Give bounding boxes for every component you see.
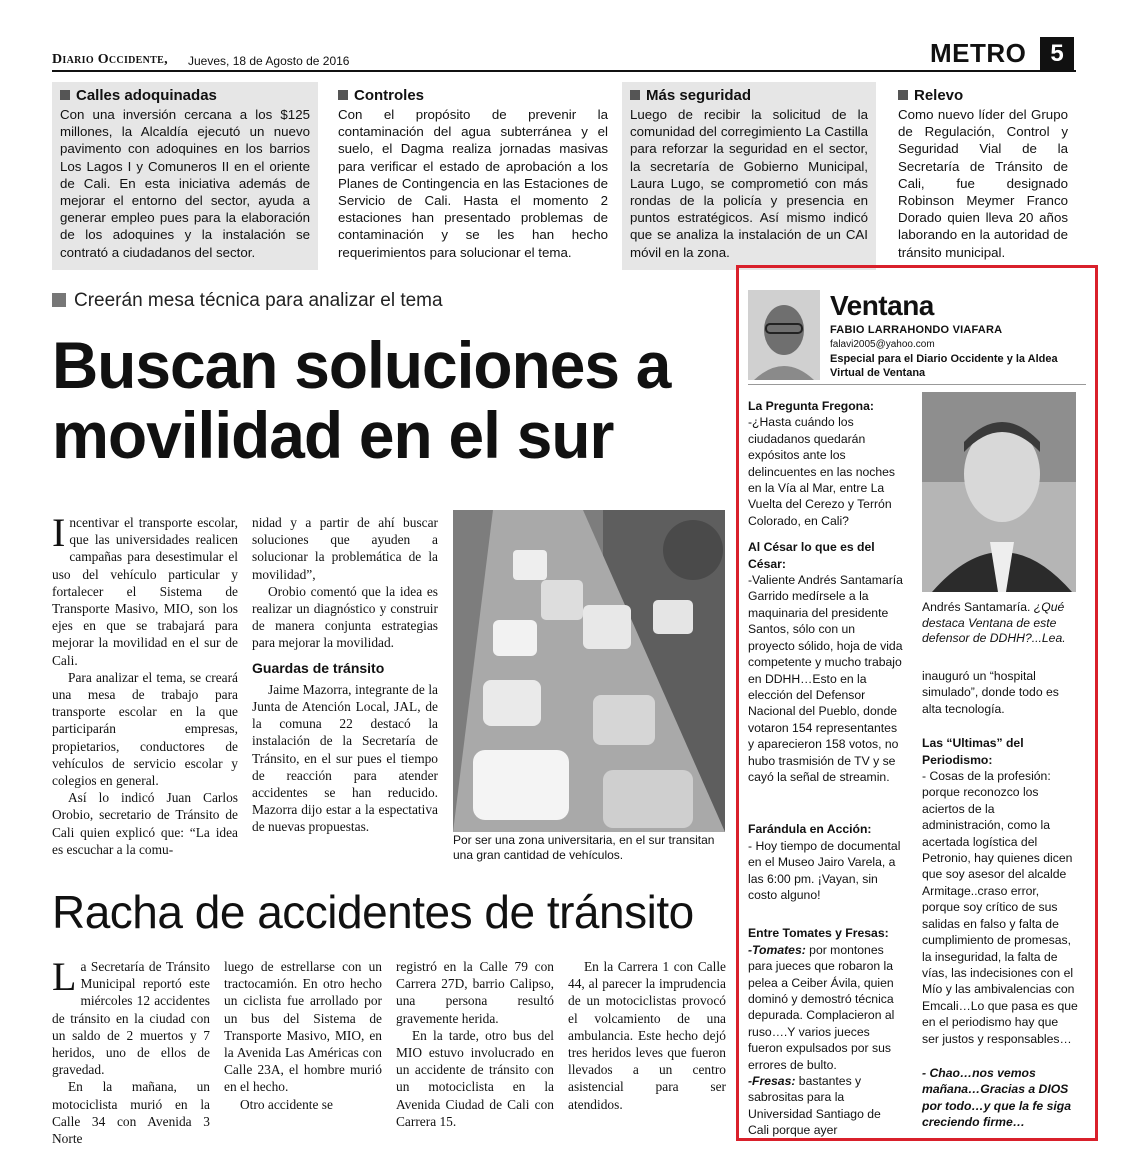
paragraph: Así lo indicó Juan Carlos Orobio, secretario de Tránsito de Cali quien explicó que: “La idea es escuchar a la comu-: [52, 790, 238, 857]
article1-column-2: [252, 514, 438, 836]
ventana-column-2: [922, 668, 1078, 1131]
drop-cap: I: [52, 510, 66, 555]
brief-title-text: Calles adoquinadas: [76, 87, 217, 104]
paragraph: En la Carrera 1 con Calle 44, al parecer la imprudencia de un motociclistas provocó el volcamiento de una ambulancia. Este hecho dejó tres heridos leves que fueron llevados a un centro asistencial para ser atendidos.: [568, 959, 726, 1112]
columnist-name: FABIO LARRAHONDO VIAFARA: [830, 324, 1003, 336]
article-subhead: Guardas de tránsito: [252, 659, 385, 676]
brief-controles: [330, 82, 616, 270]
section-heading: Al César lo que es del César:: [748, 540, 875, 571]
section-text: - Cosas de la profesión: porque reconozco los aciertos de la administración, como la acertada logística del Petronio, hay quienes dicen que soy asesor del alcalde Armitage..craso error, porque soy crítico de sus salidas en falso y falta de cumplimiento de promesas, la inseguridad, la falta de vías, las indecisiones con el Mío y las ambivalencias con Emcali…Lo que pasa es que en el periodismo hay que ser justos y responsables…: [922, 769, 1078, 1046]
columnist-email: falavi2005@yahoo.com: [830, 339, 935, 350]
section-title: METRO: [930, 38, 1027, 68]
columnist-photo: [748, 290, 820, 380]
brief-relevo: [890, 82, 1076, 270]
drop-cap: L: [52, 954, 77, 999]
column-title: Ventana: [830, 290, 934, 321]
santamaria-photo: [922, 392, 1076, 592]
issue-date: Jueves, 18 de Agosto de 2016: [188, 54, 350, 68]
caption-text: ¿Qué destaca Ventana de este defensor de DDHH?...Lea.: [922, 600, 1066, 645]
paragraph: [52, 510, 238, 669]
fresas-text: bastantes y sabrositas para la Universidad Santiago de Cali porque ayer: [748, 1074, 881, 1138]
ventana-column-1: [748, 388, 904, 1139]
paragraph: luego de estrellarse con un tractocamión. En otro hecho un ciclista fue arrollado por un bus del Sistema de Transporte Masivo, MIO, en la Avenida Las Américas con Calle 23A, el hombre murió en el hecho.: [224, 959, 382, 1095]
section-heading: Las “Ultimas” del Periodismo:: [922, 736, 1024, 767]
page-number: 5: [1040, 37, 1074, 71]
paragraph-text: a Secretaría de Tránsito Municipal reportó este miércoles 12 accidentes de tránsito en la ciudad con un saldo de 2 muertos y 7 heridos, uno de ellos de gravedad.: [52, 959, 210, 1078]
square-bullet-icon: [338, 90, 348, 100]
article-kicker: [52, 290, 443, 312]
photo-caption: [922, 600, 1080, 647]
fresas-label: -Fresas:: [748, 1074, 796, 1089]
paragraph: Orobio comentó que la idea es realizar un diagnóstico y construir de manera conjunta estrategias para mejorar la movilidad.: [252, 583, 438, 651]
square-bullet-icon: [52, 293, 66, 307]
brief-title: [60, 87, 310, 104]
article2-column-4: [568, 958, 726, 1113]
section-text: [748, 942, 904, 1073]
paragraph: En la tarde, otro bus del MIO estuvo involucrado en un accidente de tránsito con un motociclista en la Avenida Ciudad de Cali con Carrera 15.: [396, 1027, 554, 1129]
brief-title-text: Controles: [354, 87, 425, 104]
article-headline: Racha de accidentes de tránsito: [52, 886, 694, 938]
santamaria-portrait-image: [922, 392, 1076, 592]
columnist-portrait-image: [748, 290, 820, 380]
section-heading: Farándula en Acción:: [748, 822, 872, 837]
section-text: -¿Hasta cuándo los ciudadanos quedarán expósitos ante los delincuentes en las noches en la Vía al Mar, entre La Vuelta del Cerezo y Terrón Colorado, en Cali?: [748, 415, 896, 528]
section-text: inauguró un “hospital simulado”, donde todo es alta tecnología.: [922, 669, 1059, 716]
brief-text: Luego de recibir la solicitud de la comunidad del corregimiento La Castilla para reforzar la seguridad en el sector, la secretaría de Gobierno Municipal, Laura Lugo, se comprometió con más rondas de la policía y presencia en puntos estratégicos. Así mismo indicó que se analiza la instalación de un CAI móvil en la zona.: [630, 107, 868, 260]
paragraph: nidad y a partir de ahí buscar soluciones que ayuden a solucionar la problemática de la movilidad”,: [252, 515, 438, 582]
paragraph: Otro accidente se: [240, 1096, 333, 1112]
brief-text: Con el propósito de prevenir la contaminación del agua subterránea y el suelo, el Dagma realiza jornadas masivas para verificar el estado de aprobación a los Planes de Contingencia en las Estaciones de Servicio de Cali. Hasta el momento 2 estaciones han presentado problemas de contaminación y se les han hecho requerimientos para solucionar el tema.: [338, 107, 608, 260]
section-heading: La Pregunta Fregona:: [748, 399, 874, 413]
paragraph: Jaime Mazorra, integrante de la Junta de Atención Local, JAL, de la comuna 22 destacó la instalación de la Secretaría de Tránsito, en el sur pues el tiempo de reacción para atender accidentes se han reducido. Mazorra dijo estar a la espectativa de nuevas propuestas.: [252, 681, 438, 835]
caption-name: Andrés Santamaría.: [922, 600, 1031, 614]
section-text: [748, 1073, 904, 1139]
paragraph-text: ncentivar el transporte escolar, que las universidades realicen campañas para desestimular el uso del vehículo particular y fortalecer el Sistema de Transporte Masivo, MIO, son los ejes en que se trabajará para mejorar la movilidad en el sur de Cali.: [52, 515, 238, 668]
photo-caption: Por ser una zona universitaria, en el sur transitan una gran cantidad de vehículos.: [453, 833, 715, 862]
brief-mas-seguridad: [622, 82, 876, 270]
brief-calles-adoquinadas: [52, 82, 318, 270]
article2-column-2: [224, 958, 382, 1113]
columnist-note: Especial para el Diario Occidente y la Aldea Virtual de Ventana: [830, 353, 1058, 379]
paragraph: [52, 954, 210, 1078]
brief-title: [630, 87, 868, 104]
header-rule: [52, 70, 1076, 72]
article2-column-1: [52, 954, 210, 1147]
paragraph: registró en la Calle 79 con Carrera 27D, barrio Calipso, una persona resultó gravemente herida.: [396, 959, 554, 1026]
section-text: -Valiente Andrés Santamaría Garrido medírsele a la maquinaria del presidente Santos, sólo con un proyecto sólido, hoja de vida competente y mucho trabajo en DDHH…Esto en la elección del Defensor Nacional del Pueblo, donde votaron 154 representantes y aparecieron 158 votos, no hubo trasmisión de TV y se cayó la señal de streamin.: [748, 573, 903, 784]
square-bullet-icon: [898, 90, 908, 100]
paragraph: En la mañana, un motociclista murió en la Calle 34 con Avenida 3 Norte: [52, 1079, 210, 1147]
square-bullet-icon: [630, 90, 640, 100]
tomates-text: por montones para jueces que robaron la pelea a Ceiber Ávila, quien dominó y demostró técnica depurada. Complacieron al ruso….Y varios jueces fueron expulsados por sus errores de bulto.: [748, 942, 895, 1072]
article-headline: Buscan soluciones a movilidad en el sur: [52, 328, 671, 472]
tomates-label: -Tomates:: [748, 942, 806, 957]
brief-title-text: Más seguridad: [646, 87, 752, 104]
brief-title: [338, 87, 608, 104]
brief-title-text: Relevo: [914, 87, 964, 104]
brief-text: Con una inversión cercana a los $125 millones, la Alcaldía ejecutó un nuevo pavimento con adoquines en los barrios Los Lagos I y Comuneros II en el oriente de Cali. En esta iniciativa además de mejorar el entorno del sector, ayuda a generar empleo pues para la elaboración de los adoquines y la instalación se contrató a ciudadanos del sector.: [60, 107, 310, 260]
square-bullet-icon: [60, 90, 70, 100]
brief-text: Como nuevo líder del Grupo de Regulación, Control y Seguridad Vial de la Secretaría de Tránsito de Cali, fue designado Robinson Meymer Franco Dorado quien lleva 20 años laborando en la autoridad de tránsito municipal.: [898, 107, 1068, 260]
kicker-text: Creerán mesa técnica para analizar el tema: [74, 290, 443, 311]
traffic-photo-image: [453, 510, 725, 832]
brief-title: [898, 87, 1068, 104]
paragraph: Para analizar el tema, se creará una mesa de trabajo para transporte escolar en la que participarán empresas, propietarios, conductores de vehículos de servicio escolar y colegios en general.: [52, 669, 238, 789]
section-text: - Hoy tiempo de documental en el Museo Jairo Varela, a las 6:00 pm. ¡Vayan, sin costo alguno!: [748, 838, 901, 902]
newspaper-name: Diario Occidente,: [52, 52, 168, 67]
article2-column-3: [396, 958, 554, 1130]
article1-column-1: [52, 510, 238, 858]
column-closing: - Chao…nos vemos mañana…Gracias a DIOS por todo…y que la fe siga creciendo firme…: [922, 1065, 1071, 1130]
section-heading: Entre Tomates y Fresas:: [748, 926, 889, 941]
column-divider: [748, 384, 1086, 385]
traffic-photo: [453, 510, 725, 832]
